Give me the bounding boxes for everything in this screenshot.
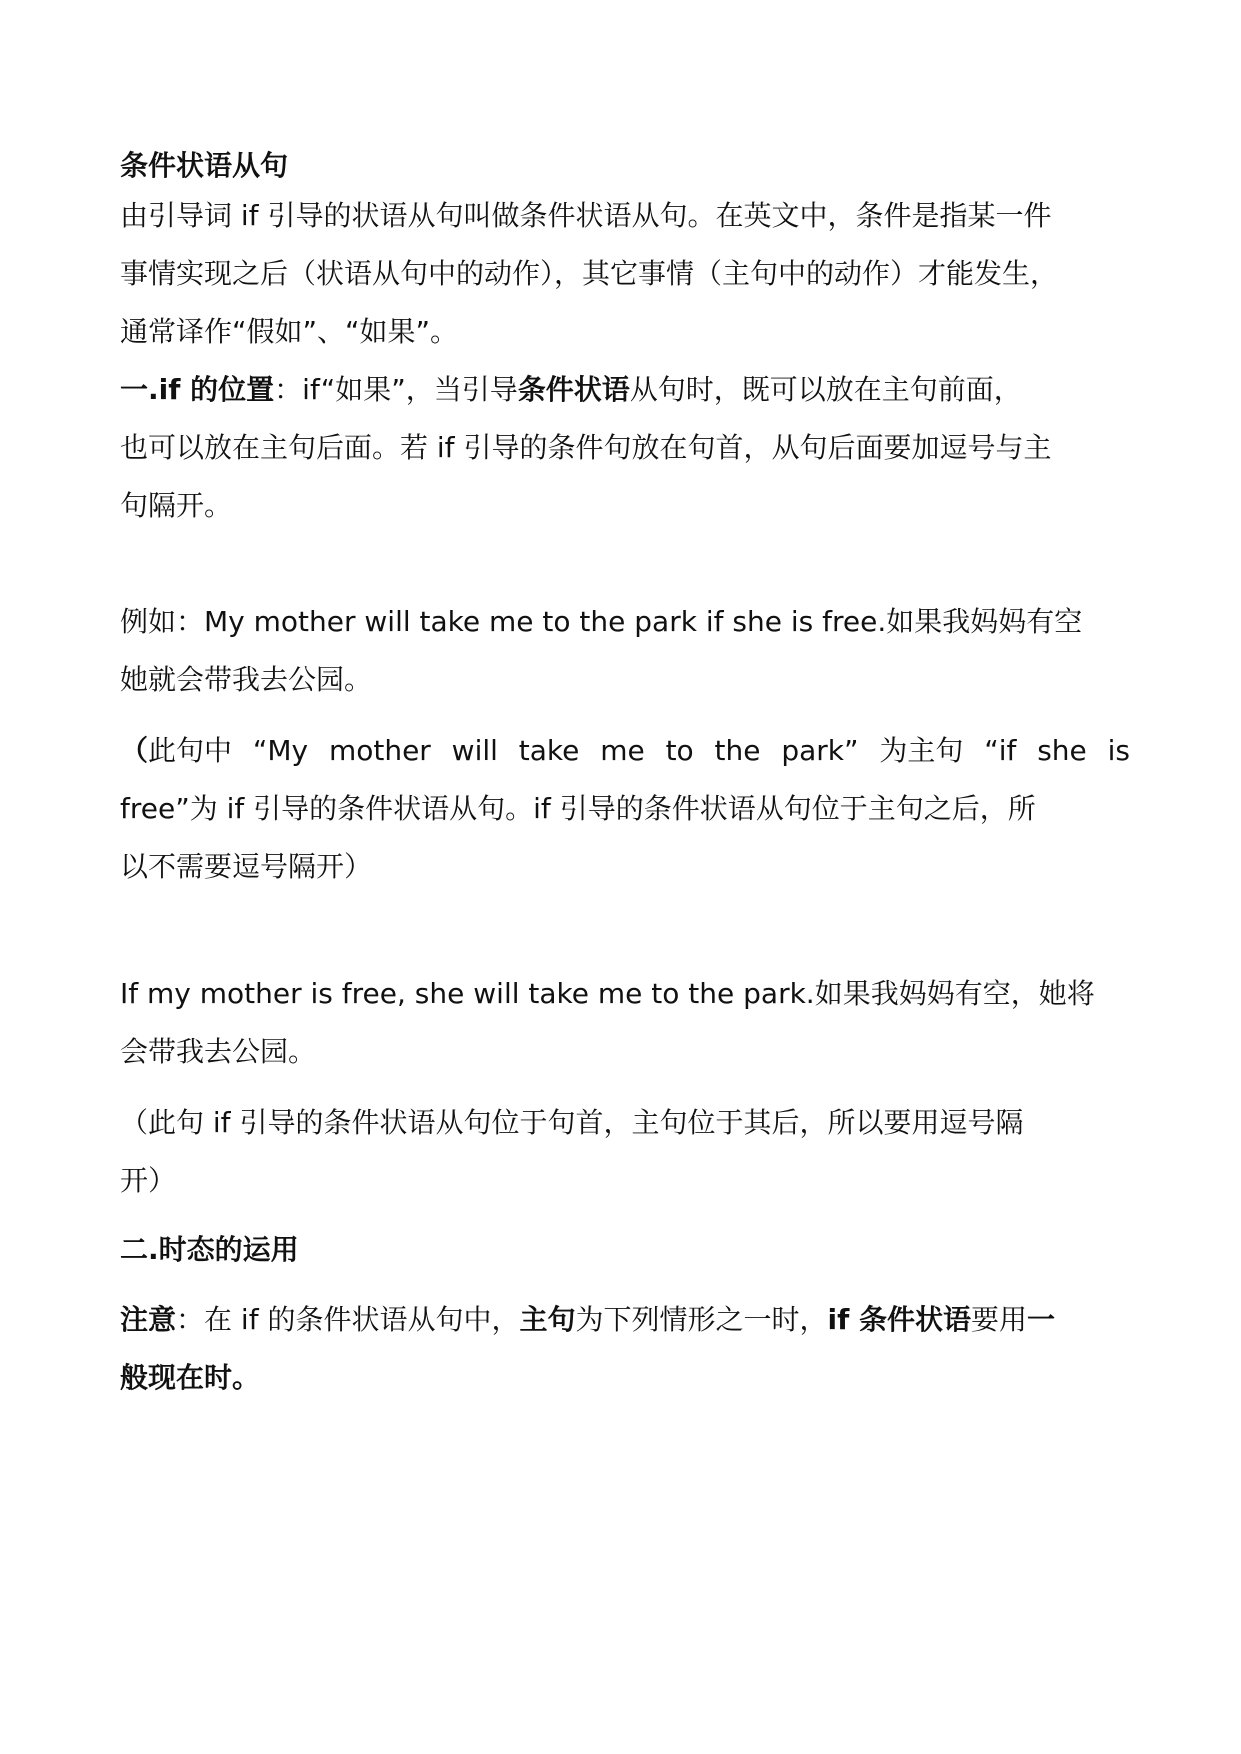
intro-line-2: 事情实现之后（状语从句中的动作），其它事情（主句中的动作）才能发生，: [120, 257, 1059, 290]
section1-text-2: 从句时，既可以放在主句前面，: [629, 373, 1022, 406]
note1-word: the: [714, 734, 761, 767]
note1-word: （此句中: [120, 734, 233, 767]
note1-word: to: [665, 734, 694, 767]
example2-line-1: If my mother is free, she will take me to the park.如果我妈妈有空，她将: [120, 977, 1095, 1010]
note3-text-3: 要用: [971, 1303, 1028, 1336]
note3-line-2: 般现在时。: [120, 1361, 261, 1394]
note2-line-2: 开）: [120, 1164, 177, 1197]
section1-heading: 一.if 的位置: [120, 373, 275, 406]
note3-bold-3: 一: [1027, 1303, 1056, 1336]
note2-line-1: （此句 if 引导的条件状语从句位于句首，主句位于其后，所以要用逗号隔: [120, 1106, 1024, 1139]
note3-text-2: 为下列情形之一时，: [575, 1303, 828, 1336]
note3-bold-1: 主句: [519, 1303, 576, 1336]
note1-line-1: [120, 731, 1130, 771]
section1-bold-term: 条件状语: [517, 373, 630, 406]
example2-line-2: 会带我去公园。: [120, 1035, 317, 1068]
note1-word: me: [600, 734, 645, 767]
example1-line-1: 例如：My mother will take me to the park if she is free.如果我妈妈有空: [120, 605, 1083, 638]
example1-line-2: 她就会带我去公园。: [120, 663, 373, 696]
section1-line-2: 也可以放在主句后面。若 if 引导的条件句放在句首，从句后面要加逗号与主: [120, 431, 1052, 464]
note1-line-2: free”为 if 引导的条件状语从句。if 引导的条件状语从句位于主句之后，所: [120, 792, 1036, 825]
note1-word: she: [1037, 734, 1087, 767]
note3-label: 注意: [120, 1303, 177, 1336]
section1-line-1: [120, 370, 1130, 410]
note1-word: is: [1107, 734, 1130, 767]
section1-line-3: 句隔开。: [120, 489, 233, 522]
note1-word: “My: [252, 734, 309, 767]
note1-word: 为主句: [879, 734, 964, 767]
note1-word: “if: [984, 734, 1017, 767]
note1-word: park”: [781, 734, 859, 767]
document-title: 条件状语从句: [120, 149, 289, 182]
section1-text-1: ：if“如果”，当引导: [274, 373, 518, 406]
section2-heading: 二.时态的运用: [120, 1233, 299, 1266]
intro-line-1: 由引导词 if 引导的状语从句叫做条件状语从句。在英文中，条件是指某一件: [120, 199, 1052, 232]
note1-line-3: 以不需要逗号隔开）: [120, 850, 373, 883]
note3-line-1: [120, 1300, 1130, 1340]
intro-line-3: 通常译作“假如”、“如果”。: [120, 315, 459, 348]
note1-word: will: [451, 734, 498, 767]
note1-word: take: [518, 734, 580, 767]
note1-word: mother: [328, 734, 431, 767]
note3-text-1: ：在 if 的条件状语从句中，: [176, 1303, 520, 1336]
note3-bold-2: if 条件状语: [827, 1303, 972, 1336]
